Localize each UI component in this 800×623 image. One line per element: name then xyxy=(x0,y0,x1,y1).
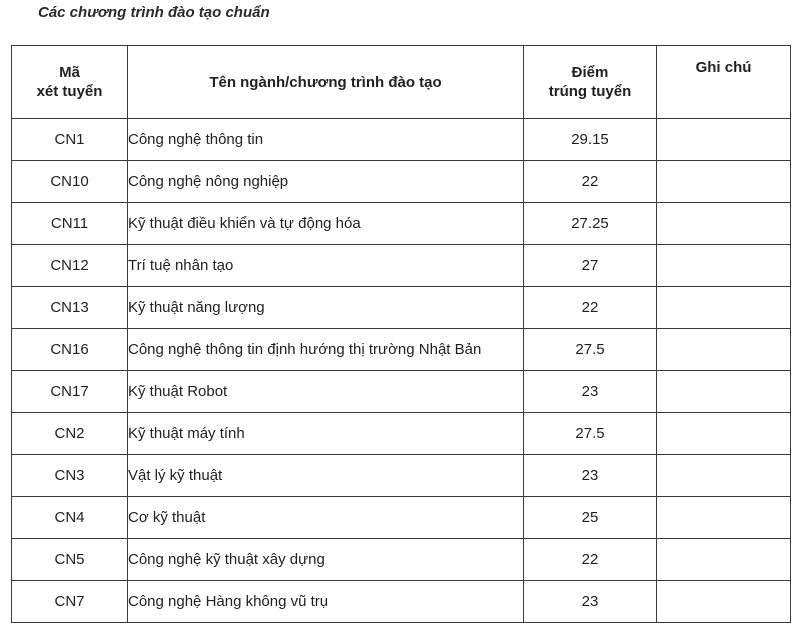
admission-score: 25 xyxy=(524,497,657,539)
admission-score: 27 xyxy=(524,245,657,287)
table-header-row xyxy=(12,46,791,119)
program-name: Kỹ thuật máy tính xyxy=(128,413,524,455)
program-code: CN17 xyxy=(12,371,128,413)
admission-score: 22 xyxy=(524,287,657,329)
note-cell xyxy=(657,245,791,287)
table-row xyxy=(12,161,791,203)
note-cell xyxy=(657,371,791,413)
note-cell xyxy=(657,413,791,455)
note-cell xyxy=(657,161,791,203)
admission-score: 23 xyxy=(524,581,657,623)
table-row xyxy=(12,287,791,329)
program-code: CN2 xyxy=(12,413,128,455)
admission-score: 27.5 xyxy=(524,329,657,371)
table-row xyxy=(12,455,791,497)
program-name: Trí tuệ nhân tạo xyxy=(128,245,524,287)
note-cell xyxy=(657,203,791,245)
program-code: CN1 xyxy=(12,119,128,161)
table-row xyxy=(12,245,791,287)
program-name: Vật lý kỹ thuật xyxy=(128,455,524,497)
header-program-name: Tên ngành/chương trình đào tạo xyxy=(128,46,524,119)
header-score xyxy=(524,46,657,119)
program-name: Cơ kỹ thuật xyxy=(128,497,524,539)
admission-score: 22 xyxy=(524,539,657,581)
admission-scores-table xyxy=(11,45,791,623)
header-score-line2: trúng tuyển xyxy=(548,83,632,100)
program-name: Kỹ thuật điều khiển và tự động hóa xyxy=(128,203,524,245)
admission-score: 27.5 xyxy=(524,413,657,455)
program-name: Kỹ thuật năng lượng xyxy=(128,287,524,329)
program-code: CN4 xyxy=(12,497,128,539)
admission-score: 22 xyxy=(524,161,657,203)
program-name: Công nghệ kỹ thuật xây dựng xyxy=(128,539,524,581)
table-row xyxy=(12,329,791,371)
program-code: CN13 xyxy=(12,287,128,329)
program-name: Công nghệ nông nghiệp xyxy=(128,161,524,203)
header-code xyxy=(12,46,128,119)
program-code: CN7 xyxy=(12,581,128,623)
note-cell xyxy=(657,287,791,329)
table-row xyxy=(12,413,791,455)
header-note: Ghi chú xyxy=(657,46,791,119)
note-cell xyxy=(657,329,791,371)
table-row xyxy=(12,539,791,581)
program-code: CN3 xyxy=(12,455,128,497)
program-code: CN12 xyxy=(12,245,128,287)
program-name: Công nghệ thông tin định hướng thị trường Nhật Bản xyxy=(128,329,524,371)
program-code: CN16 xyxy=(12,329,128,371)
note-cell xyxy=(657,497,791,539)
program-code: CN10 xyxy=(12,161,128,203)
note-cell xyxy=(657,455,791,497)
table-row xyxy=(12,497,791,539)
table-row xyxy=(12,203,791,245)
header-code-line2: xét tuyển xyxy=(36,83,103,100)
header-code-line1: Mã xyxy=(59,64,80,81)
admission-score: 27.25 xyxy=(524,203,657,245)
program-code: CN11 xyxy=(12,203,128,245)
note-cell xyxy=(657,581,791,623)
table-row xyxy=(12,119,791,161)
program-name: Công nghệ Hàng không vũ trụ xyxy=(128,581,524,623)
note-cell xyxy=(657,539,791,581)
program-code: CN5 xyxy=(12,539,128,581)
table-body xyxy=(12,119,791,623)
table-row xyxy=(12,581,791,623)
table-row xyxy=(12,371,791,413)
note-cell xyxy=(657,119,791,161)
section-title: Các chương trình đào tạo chuẩn xyxy=(38,4,270,21)
program-name: Công nghệ thông tin xyxy=(128,119,524,161)
admission-score: 29.15 xyxy=(524,119,657,161)
admission-score: 23 xyxy=(524,371,657,413)
program-name: Kỹ thuật Robot xyxy=(128,371,524,413)
admission-score: 23 xyxy=(524,455,657,497)
header-score-line1: Điểm xyxy=(571,64,609,81)
